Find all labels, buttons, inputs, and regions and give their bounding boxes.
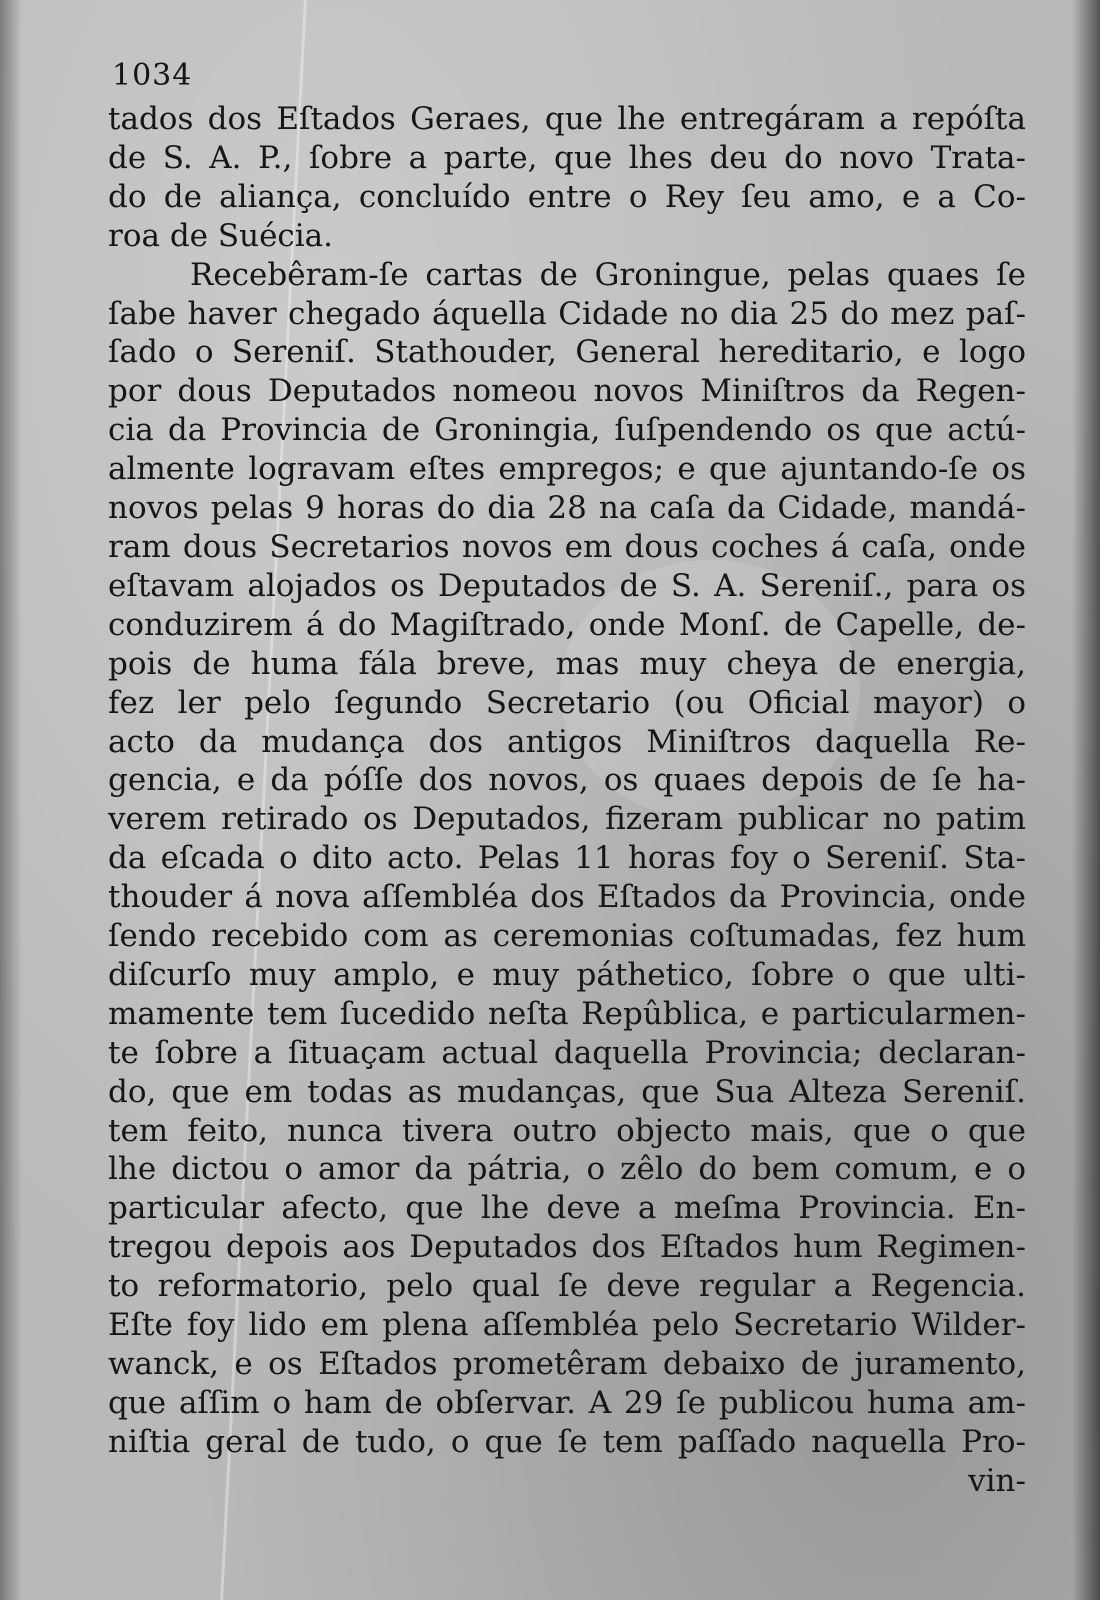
text-line: roa de Suécia. — [108, 217, 334, 254]
page-shadow-left — [0, 0, 22, 1600]
text-line: cia da Provincia de Groningia, ſuſpendendo os que actú- — [108, 412, 1026, 449]
text-line: do, que em todas as mudanças, que Sua Alteza Sereniſ. — [108, 1073, 1026, 1110]
text-line: Recebêram-ſe cartas de Groningue, pelas quaes ſe — [190, 256, 1026, 293]
text-line: almente logravam eſtes empregos; e que ajuntando-ſe os — [108, 451, 1026, 488]
text-line: diſcurſo muy amplo, e muy páthetico, ſobre o que ulti- — [108, 956, 1026, 993]
text-line: conduzirem á do Magiſtrado, onde Monſ. de Capelle, de- — [108, 606, 1026, 643]
text-line: pois de huma fála breve, mas muy cheya de energia, — [108, 645, 1026, 682]
text-line: tregou depois aos Deputados dos Eſtados hum Regimen- — [108, 1229, 1026, 1266]
text-line: por dous Deputados nomeou novos Miniſtros da Regen- — [108, 373, 1026, 410]
text-line: gencia, e da póſſe dos novos, os quaes depois de ſe ha- — [108, 762, 1026, 799]
text-line: particular afecto, que lhe deve a meſma Provincia. En- — [108, 1190, 1026, 1227]
page-shadow-right — [1072, 0, 1100, 1600]
text-line: de S. A. P., ſobre a parte, que lhes deu do novo Trata- — [108, 139, 1026, 176]
catchword: vin- — [968, 1462, 1026, 1499]
text-line: te ſobre a ſituaçam actual daquella Provincia; declaran- — [108, 1034, 1026, 1071]
page-number: 1034 — [112, 58, 193, 93]
text-line: mamente tem ſucedido neſta Repûblica, e particularmen- — [108, 995, 1026, 1032]
text-line: niſtia geral de tudo, o que ſe tem paſſado naquella Pro- — [108, 1423, 1026, 1460]
text-line: ſendo recebido com as ceremonias coſtumadas, fez hum — [108, 918, 1026, 955]
text-line: fez ler pelo ſegundo Secretario (ou Oficial mayor) o — [108, 684, 1026, 721]
text-line: eſtavam alojados os Deputados de S. A. Sereniſ., para os — [108, 567, 1026, 604]
text-line: to reformatorio, pelo qual ſe deve regular a Regencia. — [108, 1268, 1026, 1305]
text-line: do de aliança, concluído entre o Rey ſeu amo, e a Co- — [108, 178, 1026, 215]
text-line: tados dos Eſtados Geraes, que lhe entregáram a repóſta — [108, 101, 1026, 137]
text-line: verem retirado os Deputados, fizeram publicar no patim — [108, 801, 1026, 838]
text-line: que aſſim o ham de obſervar. A 29 ſe publicou huma am- — [108, 1384, 1026, 1421]
text-line: lhe dictou o amor da pátria, o zêlo do bem comum, e o — [108, 1151, 1026, 1188]
body-text — [108, 100, 1026, 1501]
text-line: tem feito, nunca tivera outro objecto mais, que o que — [108, 1112, 1026, 1149]
text-line: da eſcada o dito acto. Pelas 11 horas foy o Sereniſ. Sta- — [108, 840, 1026, 877]
text-line: acto da mudança dos antigos Miniſtros daquella Re- — [108, 723, 1026, 760]
text-line: thouder á nova aſſembléa dos Eſtados da Provincia, onde — [108, 879, 1026, 916]
text-line: novos pelas 9 horas do dia 28 na caſa da Cidade, mandá- — [108, 490, 1026, 527]
text-line: ſado o Sereniſ. Stathouder, General hereditario, e logo — [108, 334, 1026, 371]
text-line: ram dous Secretarios novos em dous coches á caſa, onde — [108, 528, 1026, 565]
text-line: Eſte foy lido em plena aſſembléa pelo Secretario Wilder- — [108, 1307, 1026, 1344]
text-line: ſabe haver chegado áquella Cidade no dia 25 do mez paſ- — [108, 295, 1026, 332]
text-line: wanck, e os Eſtados prometêram debaixo de juramento, — [108, 1346, 1026, 1382]
